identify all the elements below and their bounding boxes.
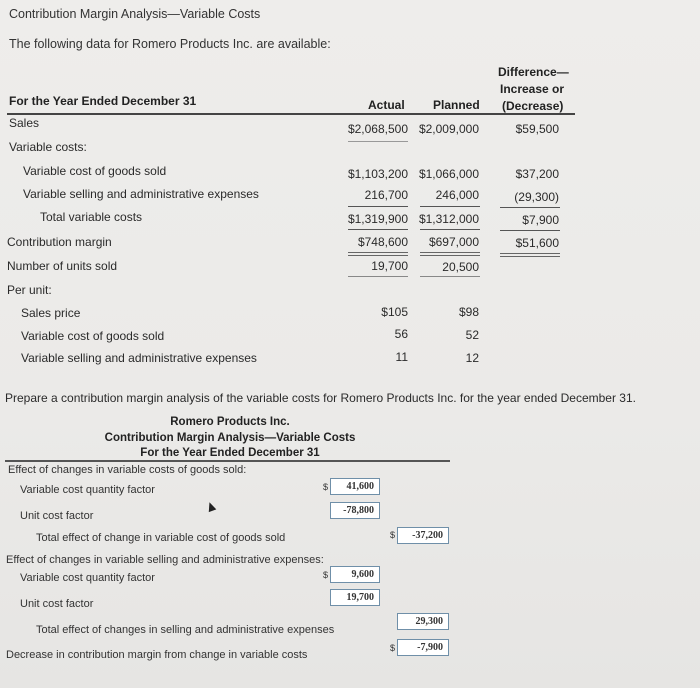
row-label-variable-costs: Variable costs: <box>9 140 87 154</box>
sa-quantity-factor-input[interactable]: 9,600 <box>330 566 380 583</box>
row-label-unit-sa: Variable selling and administrative expenses <box>21 351 257 365</box>
intro-text: The following data for Romero Products Inc. are available: <box>9 37 331 51</box>
col-header-planned: Planned <box>433 98 480 112</box>
cell-planned-cm: $697,000 <box>428 235 479 249</box>
cell-actual-price: $105 <box>381 305 408 319</box>
header-rule <box>7 113 575 115</box>
rule-total-actual <box>348 229 408 230</box>
rule-sa-diff <box>500 207 560 208</box>
cell-actual-cm: $748,600 <box>357 235 408 249</box>
cell-planned-total-variable: $1,312,000 <box>418 212 479 226</box>
cell-diff-cogs: $37,200 <box>515 167 559 181</box>
page-title: Contribution Margin Analysis—Variable Costs <box>9 7 261 21</box>
cell-actual-units: 19,700 <box>371 259 408 273</box>
statement-company: Romero Products Inc. <box>170 416 290 428</box>
dollar-sign: $ <box>390 643 396 653</box>
cell-planned-sa: 246,000 <box>435 188 479 202</box>
rule-total-planned <box>420 229 480 230</box>
cell-planned-units: 20,500 <box>442 260 479 274</box>
decrease-label: Decrease in contribution margin from change in variable costs <box>6 649 308 661</box>
cogs-total-label: Total effect of change in variable cost of goods sold <box>36 532 286 544</box>
row-label-sales: Sales <box>9 116 40 130</box>
cogs-quantity-label: Variable cost quantity factor <box>20 484 155 496</box>
cogs-heading: Effect of changes in variable costs of goods sold: <box>8 464 247 476</box>
double-rule-cm-diff <box>500 253 560 257</box>
cell-planned-cogs: $1,066,000 <box>418 167 479 181</box>
instruction-text: Prepare a contribution margin analysis of the variable costs for Romero Products Inc. for the year ended December 31. <box>5 391 636 405</box>
col-header-diff-1: Difference— <box>498 65 569 79</box>
row-label-variable-cogs: Variable cost of goods sold <box>23 164 167 178</box>
cell-diff-sa: (29,300) <box>514 190 559 204</box>
sa-unit-cost-factor-input[interactable]: 19,700 <box>330 589 380 606</box>
cell-planned-unit-cogs: 52 <box>465 328 479 342</box>
sa-total-label: Total effect of changes in selling and administrative expenses <box>36 624 335 636</box>
decrease-total-input[interactable]: -7,900 <box>397 639 449 656</box>
row-label-contribution-margin: Contribution margin <box>7 235 112 249</box>
cell-actual-sales: $2,068,500 <box>347 122 408 136</box>
cell-actual-cogs: $1,103,200 <box>347 167 408 181</box>
cogs-quantity-factor-input[interactable]: 41,600 <box>330 478 380 495</box>
cell-planned-unit-sa: 12 <box>465 351 479 365</box>
col-header-diff-3: (Decrease) <box>502 99 564 113</box>
rule-units-planned <box>420 276 480 277</box>
cell-diff-cm: $51,600 <box>515 236 559 250</box>
sa-heading: Effect of changes in variable selling and administrative expenses: <box>6 554 324 566</box>
dollar-sign: $ <box>323 482 329 492</box>
row-label-units-sold: Number of units sold <box>7 259 118 273</box>
cell-actual-unit-sa: 11 <box>395 350 408 364</box>
statement-title: Contribution Margin Analysis—Variable Costs <box>104 432 356 444</box>
cell-actual-total-variable: $1,319,900 <box>347 212 408 226</box>
rule-total-diff <box>500 230 560 231</box>
rule-sales <box>348 141 408 142</box>
dollar-sign: $ <box>390 530 396 540</box>
row-label-unit-cogs: Variable cost of goods sold <box>21 329 165 343</box>
cell-actual-sa: 216,700 <box>364 188 408 202</box>
row-label-per-unit: Per unit: <box>7 283 52 297</box>
rule-sa-planned <box>420 206 480 207</box>
sa-total-effect-input[interactable]: 29,300 <box>397 613 449 630</box>
cell-actual-unit-cogs: 56 <box>394 327 408 341</box>
statement-rule <box>5 460 450 462</box>
row-label-variable-sa: Variable selling and administrative expenses <box>23 187 259 201</box>
cell-planned-price: $98 <box>458 305 479 319</box>
rule-sa-actual <box>348 206 408 207</box>
cogs-unit-label: Unit cost factor <box>20 510 94 522</box>
double-rule-cm-actual <box>348 252 408 256</box>
statement-period: For the Year Ended December 31 <box>140 447 320 459</box>
row-label-sales-price: Sales price <box>21 306 81 320</box>
cogs-unit-cost-factor-input[interactable]: -78,800 <box>330 502 380 519</box>
sa-quantity-label: Variable cost quantity factor <box>20 572 155 584</box>
dollar-sign: $ <box>323 570 329 580</box>
sa-unit-label: Unit cost factor <box>20 598 94 610</box>
cell-diff-sales: $59,500 <box>515 122 559 136</box>
cell-planned-sales: $2,009,000 <box>418 122 479 136</box>
row-label-total-variable: Total variable costs <box>40 210 143 224</box>
col-header-diff-2: Increase or <box>500 82 565 96</box>
cell-diff-total-variable: $7,900 <box>522 213 559 227</box>
double-rule-cm-planned <box>420 252 480 256</box>
col-header-actual: Actual <box>368 98 405 112</box>
cogs-total-effect-input[interactable]: -37,200 <box>397 527 449 544</box>
col-header-year: For the Year Ended December 31 <box>9 94 197 108</box>
mouse-cursor-icon <box>206 501 217 512</box>
rule-units-actual <box>348 276 408 277</box>
